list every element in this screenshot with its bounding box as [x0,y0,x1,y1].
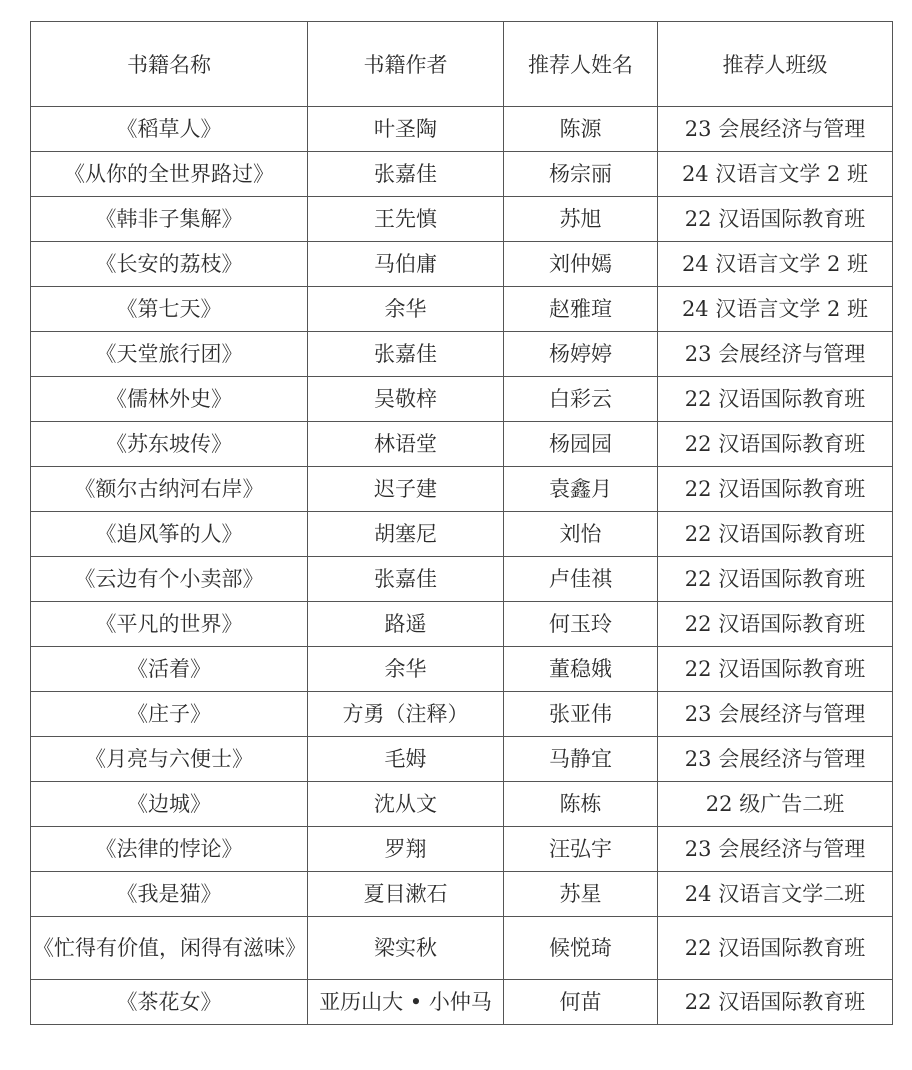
cell-recommender-name: 马静宜 [504,737,658,782]
cell-book-title: 《苏东坡传》 [31,422,308,467]
header-book-author: 书籍作者 [308,22,504,107]
cell-book-title: 《第七天》 [31,287,308,332]
cell-recommender-class: 22 汉语国际教育班 [658,197,893,242]
table-row [31,557,893,602]
cell-book-author: 叶圣陶 [308,107,504,152]
cell-recommender-name: 赵雅瑄 [504,287,658,332]
cell-book-author: 胡塞尼 [308,512,504,557]
cell-book-author: 余华 [308,287,504,332]
table-row [31,692,893,737]
table-row [31,242,893,287]
cell-recommender-class: 23 会展经济与管理 [658,737,893,782]
cell-recommender-class: 23 会展经济与管理 [658,692,893,737]
table-row [31,152,893,197]
cell-book-title: 《儒林外史》 [31,377,308,422]
cell-book-author: 林语堂 [308,422,504,467]
cell-book-author: 吴敬梓 [308,377,504,422]
cell-recommender-class: 22 汉语国际教育班 [658,917,893,980]
cell-book-title: 《月亮与六便士》 [31,737,308,782]
cell-recommender-name: 袁鑫月 [504,467,658,512]
cell-recommender-class: 22 汉语国际教育班 [658,512,893,557]
cell-book-author: 张嘉佳 [308,332,504,377]
cell-recommender-name: 何玉玲 [504,602,658,647]
cell-recommender-name: 何苗 [504,980,658,1025]
cell-book-title: 《庄子》 [31,692,308,737]
cell-book-author: 梁实秋 [308,917,504,980]
cell-book-author: 余华 [308,647,504,692]
cell-book-title: 《韩非子集解》 [31,197,308,242]
cell-book-title: 《忙得有价值，闲得有滋味》 [31,917,308,980]
table-row [31,980,893,1025]
cell-recommender-class: 23 会展经济与管理 [658,827,893,872]
header-book-title: 书籍名称 [31,22,308,107]
cell-recommender-name: 杨婷婷 [504,332,658,377]
cell-book-author: 夏目漱石 [308,872,504,917]
cell-book-author: 方勇（注释） [308,692,504,737]
cell-recommender-class: 22 汉语国际教育班 [658,467,893,512]
table-row [31,737,893,782]
cell-recommender-name: 候悦琦 [504,917,658,980]
book-recommendation-table [30,21,893,1025]
table-row [31,917,893,980]
cell-book-author: 亚历山大 • 小仲马 [308,980,504,1025]
table-row [31,827,893,872]
cell-recommender-name: 杨园园 [504,422,658,467]
cell-book-title: 《茶花女》 [31,980,308,1025]
table-row [31,467,893,512]
cell-book-author: 毛姆 [308,737,504,782]
cell-book-title: 《追风筝的人》 [31,512,308,557]
table-row [31,647,893,692]
table-row [31,107,893,152]
table-row [31,512,893,557]
table-row [31,332,893,377]
header-recommender-class: 推荐人班级 [658,22,893,107]
table-header-row [31,22,893,107]
cell-recommender-class: 24 汉语言文学 2 班 [658,152,893,197]
cell-book-author: 马伯庸 [308,242,504,287]
cell-recommender-name: 白彩云 [504,377,658,422]
cell-recommender-class: 22 汉语国际教育班 [658,422,893,467]
cell-recommender-class: 23 会展经济与管理 [658,332,893,377]
cell-recommender-class: 24 汉语言文学 2 班 [658,242,893,287]
table-body [31,107,893,1025]
cell-recommender-class: 22 汉语国际教育班 [658,377,893,422]
cell-recommender-name: 陈栋 [504,782,658,827]
cell-book-title: 《长安的荔枝》 [31,242,308,287]
cell-recommender-name: 张亚伟 [504,692,658,737]
cell-book-author: 王先慎 [308,197,504,242]
cell-book-author: 罗翔 [308,827,504,872]
cell-recommender-name: 汪弘宇 [504,827,658,872]
cell-recommender-name: 陈源 [504,107,658,152]
cell-book-author: 沈从文 [308,782,504,827]
cell-book-title: 《活着》 [31,647,308,692]
cell-recommender-name: 刘怡 [504,512,658,557]
cell-book-author: 路遥 [308,602,504,647]
cell-book-title: 《稻草人》 [31,107,308,152]
cell-book-author: 张嘉佳 [308,152,504,197]
table-row [31,872,893,917]
cell-book-author: 迟子建 [308,467,504,512]
table-row [31,377,893,422]
cell-recommender-class: 22 级广告二班 [658,782,893,827]
book-recommendation-table-wrapper [30,21,893,1025]
cell-book-author: 张嘉佳 [308,557,504,602]
cell-book-title: 《法律的悖论》 [31,827,308,872]
cell-recommender-name: 苏旭 [504,197,658,242]
cell-book-title: 《额尔古纳河右岸》 [31,467,308,512]
cell-book-title: 《从你的全世界路过》 [31,152,308,197]
cell-book-title: 《天堂旅行团》 [31,332,308,377]
header-recommender-name: 推荐人姓名 [504,22,658,107]
cell-recommender-class: 24 汉语言文学 2 班 [658,287,893,332]
table-row [31,287,893,332]
cell-recommender-class: 22 汉语国际教育班 [658,602,893,647]
table-row [31,782,893,827]
cell-book-title: 《云边有个小卖部》 [31,557,308,602]
cell-recommender-name: 董稳娥 [504,647,658,692]
table-row [31,422,893,467]
cell-recommender-name: 刘仲嫣 [504,242,658,287]
table-row [31,197,893,242]
cell-book-title: 《我是猫》 [31,872,308,917]
cell-recommender-class: 24 汉语言文学二班 [658,872,893,917]
cell-recommender-class: 22 汉语国际教育班 [658,980,893,1025]
cell-recommender-name: 卢佳祺 [504,557,658,602]
cell-recommender-name: 杨宗丽 [504,152,658,197]
cell-recommender-name: 苏星 [504,872,658,917]
cell-recommender-class: 23 会展经济与管理 [658,107,893,152]
cell-book-title: 《平凡的世界》 [31,602,308,647]
table-row [31,602,893,647]
cell-book-title: 《边城》 [31,782,308,827]
cell-recommender-class: 22 汉语国际教育班 [658,557,893,602]
cell-recommender-class: 22 汉语国际教育班 [658,647,893,692]
